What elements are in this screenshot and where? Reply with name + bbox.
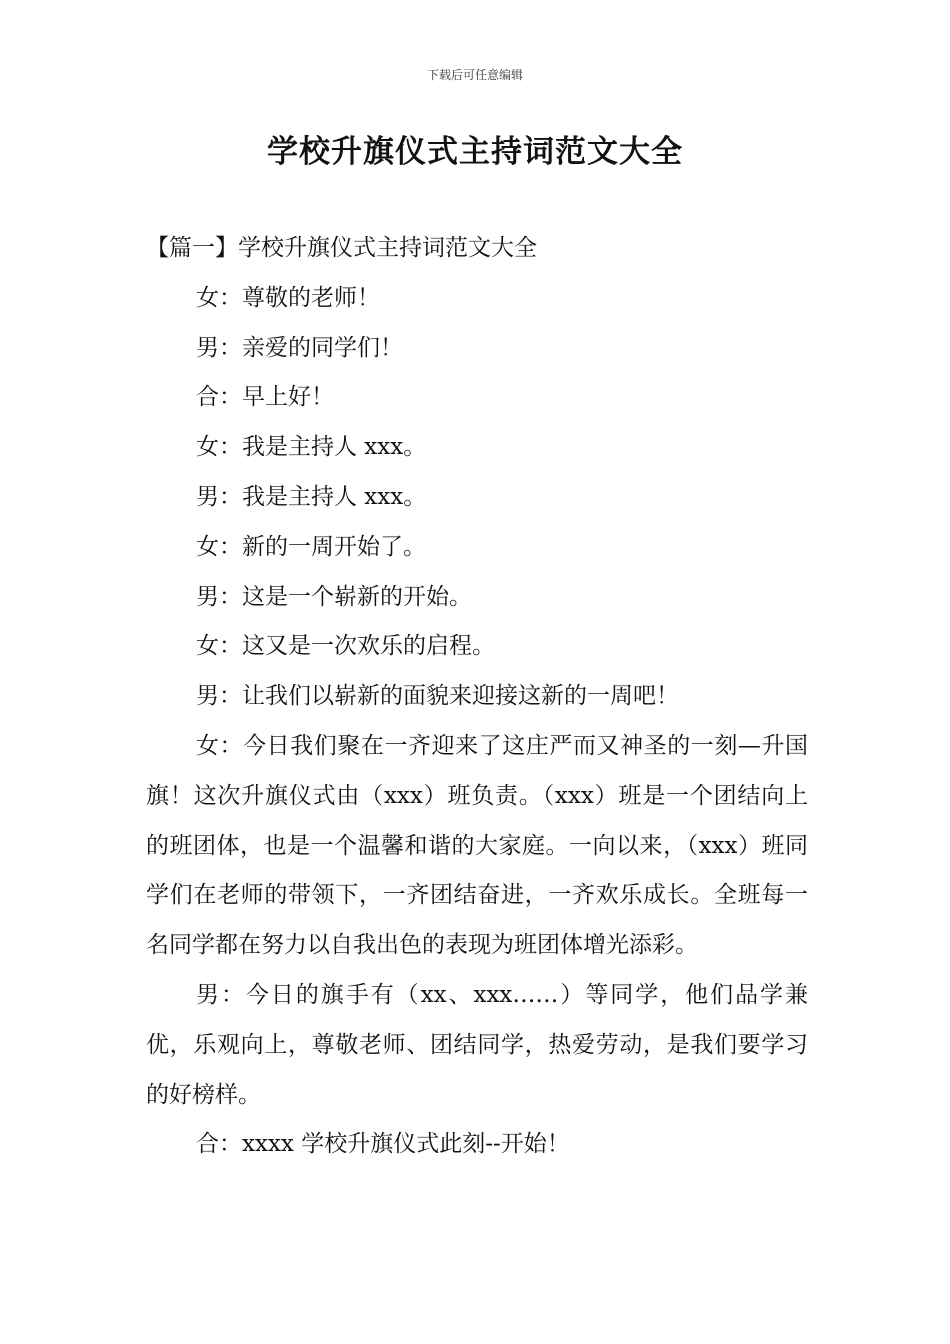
dialogue-line: 女：这又是一次欢乐的启程。 [196, 633, 495, 660]
dialogue-line: 女：我是主持人 xxx。 [196, 434, 427, 461]
dialogue-line: 女：新的一周开始了。 [196, 533, 426, 560]
header-note: 下载后可任意编辑 [426, 68, 523, 82]
dialogue-line: 男：让我们以崭新的面貌来迎接这新的一周吧！ [196, 683, 679, 710]
dialogue-line: 男：这是一个崭新的开始。 [196, 583, 472, 610]
body-paragraph: 合：xxxx 学校升旗仪式此刻--开始！ [196, 1131, 570, 1158]
dialogue-line: 女：尊敬的老师！ [196, 284, 380, 311]
dialogue-line: 合：早上好！ [196, 384, 334, 411]
document-body [146, 224, 808, 1170]
body-paragraph: 男：今日的旗手有（xx、xxx……）等同学，他们品学兼优，乐观向上，尊敬老师、团结同学，热爱劳动，是我们要学习的好榜样。 [146, 981, 808, 1108]
document-title: 学校升旗仪式主持词范文大全 [267, 134, 683, 170]
dialogue-line: 男：我是主持人 xxx。 [196, 483, 427, 510]
dialogue-line: 男：亲爱的同学们！ [196, 334, 403, 361]
section-heading: 【篇一】学校升旗仪式主持词范文大全 [146, 235, 537, 261]
body-paragraph: 女：今日我们聚在一齐迎来了这庄严而又神圣的一刻—升国旗！这次升旗仪式由（xxx）班负责。（xxx）班是一个团结向上的班团体，也是一个温馨和谐的大家庭。一向以来，（xxx）班同学们在老师的带领下，一齐团结奋进，一齐欢乐成长。全班每一名同学都在努力以自我出色的表现为班团体增光添彩。 [146, 732, 808, 959]
